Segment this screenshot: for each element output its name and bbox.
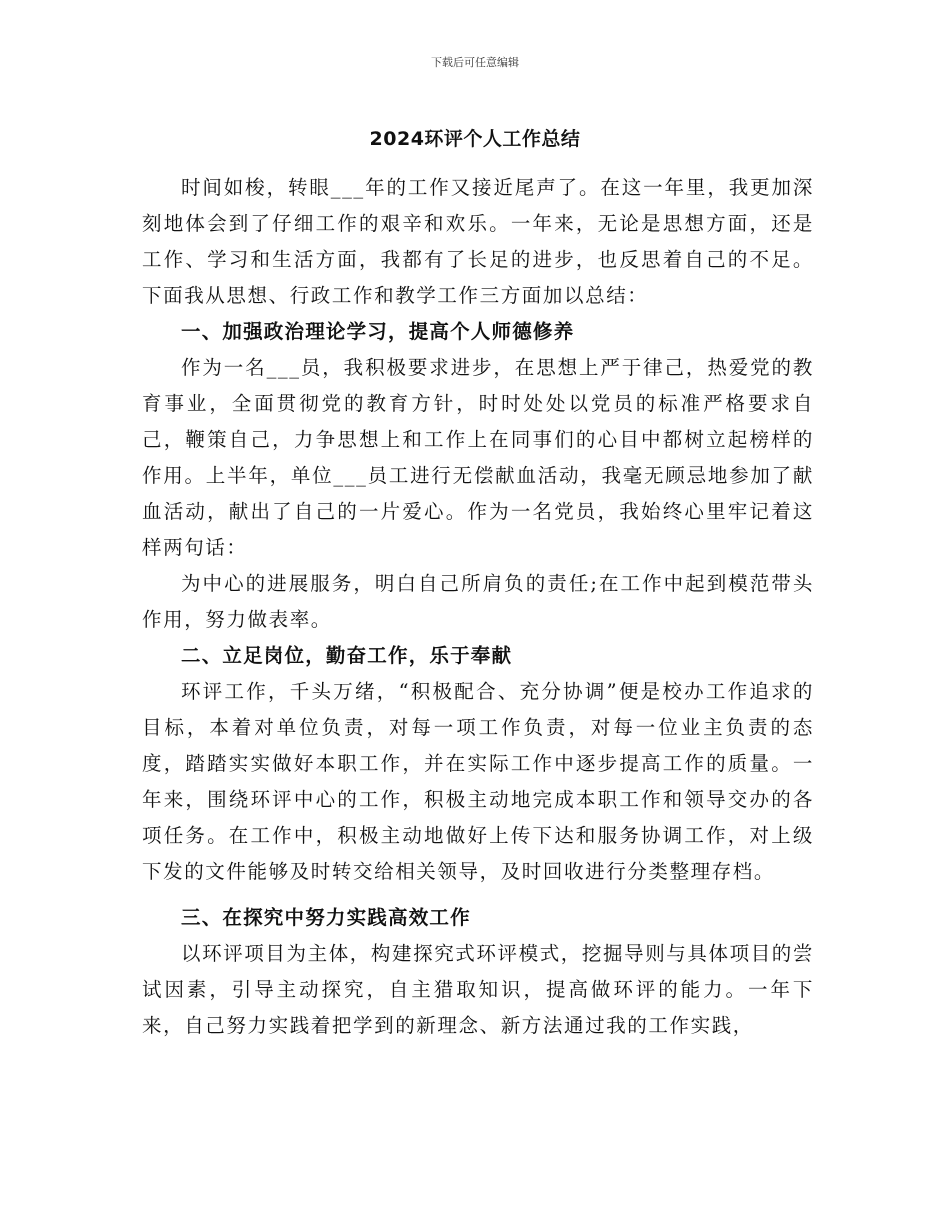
section-3-heading: 三、在探究中努力实践高效工作 xyxy=(181,906,471,929)
section-3-paragraph-1: 以环评项目为主体，构建探究式环评模式，挖掘导则与具体项目的尝试因素，引导主动探究，自主猎取知识，提高做环评的能力。一年下来，自己努力实践着把学到的新理念、新方法通过我的工作实践， xyxy=(142,942,815,1037)
intro-paragraph: 时间如梭，转眼___年的工作又接近尾声了。在这一年里，我更加深刻地体会到了仔细工作的艰辛和欢乐。一年来，无论是思想方面，还是工作、学习和生活方面，我都有了长足的进步，也反思着自己的不足。下面我从思想、行政工作和教学工作三方面加以总结： xyxy=(142,176,814,307)
section-2-paragraph-1: 环评工作，千头万绪，“积极配合、充分协调”便是校办工作追求的目标，本着对单位负责，对每一项工作负责，对每一位业主负责的态度，踏踏实实做好本职工作，并在实际工作中逐步提高工作的质量。一年来，围绕环评中心的工作，积极主动地完成本职工作和领导交办的各项任务。在工作中，积极主动地做好上传下达和服务协调工作，对上级下发的文件能够及时转交给相关领导，及时回收进行分类整理存档。 xyxy=(142,680,814,883)
page-header-note: 下载后可任意编辑 xyxy=(431,56,519,69)
document-body xyxy=(142,170,814,1044)
section-1-paragraph-1: 作为一名___员，我积极要求进步，在思想上严于律己，热爱党的教育事业，全面贯彻党的教育方针，时时处处以党员的标准严格要求自己，鞭策自己，力争思想上和工作上在同事们的心目中都树立起榜样的作用。上半年，单位___员工进行无偿献血活动，我毫无顾忌地参加了献血活动，献出了自己的一片爱心。作为一名党员，我始终心里牢记着这样两句话： xyxy=(142,356,814,559)
document-title: 2024环评个人工作总结 xyxy=(369,128,581,150)
section-1-paragraph-2: 为中心的进展服务，明白自己所肩负的责任;在工作中起到模范带头作用，努力做表率。 xyxy=(142,572,814,631)
section-1-heading: 一、加强政治理论学习，提高个人师德修养 xyxy=(181,320,575,343)
section-2-heading: 二、立足岗位，勤奋工作，乐于奉献 xyxy=(181,644,513,667)
